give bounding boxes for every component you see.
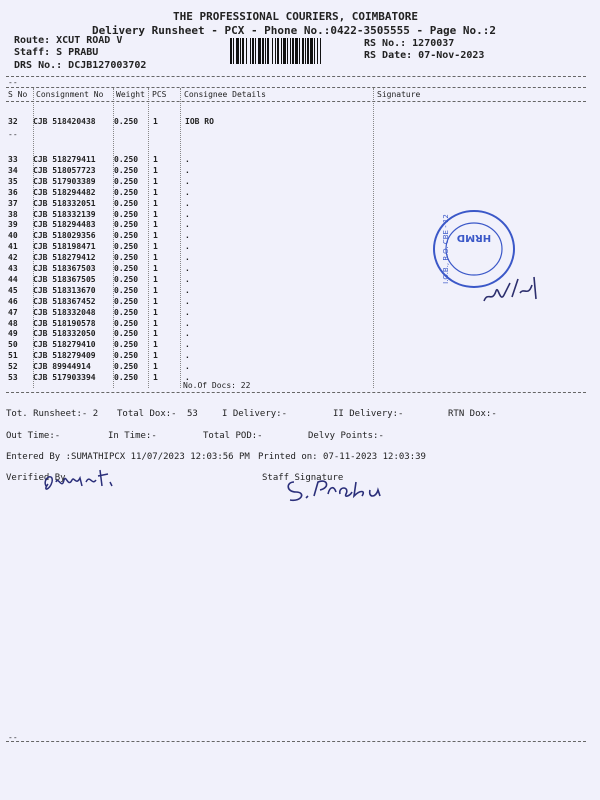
row-sno: 38 — [8, 209, 18, 219]
company-name: THE PROFESSIONAL COURIERS, COIMBATORE — [173, 10, 419, 23]
row-consignment: CJB 518367505 — [33, 274, 96, 284]
row-consignment: CJB 518332050 — [33, 329, 96, 339]
table-row — [0, 177, 600, 187]
row-pcs: 1 — [153, 155, 158, 164]
row-sno: 37 — [8, 198, 18, 208]
rtn-dox: RTN Dox:- — [448, 409, 497, 419]
i-delivery: I Delivery:- — [222, 409, 288, 419]
row-pcs: 1 — [153, 220, 158, 230]
col-header-sno: S No — [8, 90, 28, 99]
row-weight: 0.250 — [114, 329, 139, 339]
row-pcs: 1 — [153, 264, 158, 273]
row-weight: 0.250 — [114, 285, 139, 295]
row-consignment: CJB 518279409 — [33, 351, 96, 361]
row-details: . — [185, 198, 190, 208]
row-pcs: 1 — [153, 117, 158, 126]
table-row — [0, 319, 600, 329]
table-row — [0, 351, 600, 361]
dash-marker: -- — [8, 78, 18, 87]
row-details: . — [185, 318, 190, 328]
row-consignment: CJB 518029356 — [33, 231, 96, 241]
row-consignment: CJB 518294483 — [33, 220, 96, 230]
row-sno: 51 — [8, 351, 18, 361]
row-sno: 47 — [8, 307, 18, 317]
entered-by: Entered By :SUMATHIPCX 11/07/2023 12:03:56 PM — [6, 452, 250, 462]
row-pcs: 1 — [153, 209, 158, 219]
row-pcs: 1 — [153, 318, 158, 328]
barcode — [230, 38, 354, 64]
out-time: Out Time:- — [6, 431, 61, 441]
row-sno: 42 — [8, 253, 18, 263]
row-sno: 45 — [8, 285, 18, 295]
row-pcs: 1 — [153, 187, 158, 197]
row-details: . — [185, 340, 190, 350]
row-weight: 0.250 — [114, 187, 139, 197]
row-pcs: 1 — [153, 340, 158, 350]
printed-on: Printed on: 07-11-2023 12:03:39 — [258, 452, 426, 462]
table-row — [0, 340, 600, 350]
row-consignment: CJB 518279410 — [33, 340, 96, 350]
table-row — [0, 166, 600, 176]
row-sno: 44 — [8, 274, 18, 284]
table-row — [0, 373, 600, 383]
row-pcs: 1 — [153, 329, 158, 339]
table-row — [0, 329, 600, 339]
row-consignment: CJB 518367452 — [33, 296, 96, 306]
row-sno: 32 — [8, 117, 18, 126]
row-sno: 35 — [8, 176, 18, 186]
table-row — [0, 308, 600, 318]
divider — [6, 392, 586, 393]
table-row — [0, 117, 600, 127]
row-weight: 0.250 — [114, 351, 139, 361]
in-time: In Time:- — [108, 431, 157, 441]
row-details: . — [185, 187, 190, 197]
row-pcs: 1 — [153, 307, 158, 317]
row-consignment: CJB 518198471 — [33, 242, 96, 252]
row-details: IOB RO — [185, 117, 214, 126]
row-details: . — [185, 362, 190, 372]
row-weight: 0.250 — [114, 362, 139, 372]
svg-text:HRMD: HRMD — [456, 232, 492, 243]
table-row — [0, 155, 600, 165]
row-weight: 0.250 — [114, 318, 139, 328]
row-pcs: 1 — [153, 362, 158, 372]
row-weight: 0.250 — [114, 176, 139, 186]
row-details: . — [185, 242, 190, 252]
staff-signature-label: Staff Signature — [262, 473, 344, 483]
row-pcs: 1 — [153, 274, 158, 284]
col-header-weight: Weight — [116, 90, 145, 99]
row-consignment: CJB 518279411 — [33, 155, 96, 164]
row-details: . — [185, 155, 190, 164]
row-consignment: CJB 518332048 — [33, 307, 96, 317]
row-details: . — [185, 373, 190, 382]
col-header-consignment: Consignment No — [36, 90, 104, 99]
row-weight: 0.250 — [114, 242, 139, 252]
row-details: . — [185, 285, 190, 295]
row-weight: 0.250 — [114, 307, 139, 317]
row-details: . — [185, 307, 190, 317]
verified-signature — [40, 464, 120, 496]
row-sno: 48 — [8, 318, 18, 328]
staff-signature — [284, 474, 394, 504]
dash-marker: -- — [8, 733, 18, 742]
drs-number: DRS No.: DCJB127003702 — [14, 60, 147, 71]
divider — [6, 76, 586, 77]
ii-delivery: II Delivery:- — [333, 409, 404, 419]
row-details: . — [185, 165, 190, 175]
row-consignment: CJB 518057723 — [33, 165, 96, 175]
total-dox-value: 53 — [187, 409, 198, 419]
row-pcs: 1 — [153, 285, 158, 295]
row-details: . — [185, 274, 190, 284]
svg-text:I.O.B., R.O. CBE - 12: I.O.B., R.O. CBE - 12 — [442, 214, 450, 284]
row-weight: 0.250 — [114, 165, 139, 175]
route-label: Route: XCUT ROAD V — [14, 35, 123, 46]
row-details: . — [185, 329, 190, 339]
row-details: . — [185, 351, 190, 361]
row-sno: 33 — [8, 155, 18, 164]
row-pcs: 1 — [153, 296, 158, 306]
row-sno: 52 — [8, 362, 18, 372]
row-sno: 50 — [8, 340, 18, 350]
rs-date: RS Date: 07-Nov-2023 — [364, 50, 485, 61]
divider — [6, 87, 586, 88]
row-pcs: 1 — [153, 242, 158, 252]
dash-marker: -- — [8, 130, 18, 139]
table-row — [0, 362, 600, 372]
row-weight: 0.250 — [114, 220, 139, 230]
row-weight: 0.250 — [114, 296, 139, 306]
col-header-signature: Signature — [377, 90, 421, 99]
row-weight: 0.250 — [114, 231, 139, 241]
staff-label: Staff: S PRABU — [14, 47, 99, 58]
row-consignment: CJB 517903389 — [33, 176, 96, 186]
row-pcs: 1 — [153, 165, 158, 175]
row-sno: 34 — [8, 165, 18, 175]
verified-by-label: Verified By — [6, 473, 66, 483]
row-consignment: CJB 518279412 — [33, 253, 96, 263]
row-consignment: CJB 518294482 — [33, 187, 96, 197]
row-pcs: 1 — [153, 198, 158, 208]
row-pcs: 1 — [153, 373, 158, 382]
row-details: . — [185, 176, 190, 186]
row-sno: 40 — [8, 231, 18, 241]
divider — [6, 101, 586, 102]
row-sno: 39 — [8, 220, 18, 230]
row-pcs: 1 — [153, 253, 158, 263]
row-consignment: CJB 518420438 — [33, 117, 96, 126]
row-weight: 0.250 — [114, 209, 139, 219]
row-weight: 0.250 — [114, 253, 139, 263]
total-pod: Total POD:- — [203, 431, 263, 441]
row-sno: 53 — [8, 373, 18, 382]
divider — [6, 741, 586, 742]
col-header-consignee: Consignee Details — [184, 90, 266, 99]
handwritten-date — [476, 263, 551, 308]
row-pcs: 1 — [153, 176, 158, 186]
row-weight: 0.250 — [114, 264, 139, 273]
row-consignment: CJB 517903394 — [33, 373, 96, 382]
row-details: . — [185, 220, 190, 230]
row-weight: 0.250 — [114, 340, 139, 350]
row-details: . — [185, 264, 190, 273]
row-consignment: CJB 518332051 — [33, 198, 96, 208]
no-of-docs: No.Of Docs: 22 — [183, 381, 251, 390]
row-pcs: 1 — [153, 231, 158, 241]
row-sno: 41 — [8, 242, 18, 252]
row-weight: 0.250 — [114, 198, 139, 208]
row-consignment: CJB 518332139 — [33, 209, 96, 219]
row-sno: 46 — [8, 296, 18, 306]
rs-number: RS No.: 1270037 — [364, 38, 455, 49]
col-header-pcs: PCS — [152, 90, 167, 99]
total-dox-label: Total Dox:- — [117, 409, 177, 419]
row-consignment: CJB 89944914 — [33, 362, 91, 372]
row-details: . — [185, 231, 190, 241]
row-weight: 0.250 — [114, 155, 139, 164]
row-weight: 0.250 — [114, 373, 139, 382]
row-details: . — [185, 296, 190, 306]
row-consignment: CJB 518367503 — [33, 264, 96, 273]
row-sno: 49 — [8, 329, 18, 339]
row-weight: 0.250 — [114, 117, 139, 126]
row-sno: 36 — [8, 187, 18, 197]
row-consignment: CJB 518313670 — [33, 285, 96, 295]
row-weight: 0.250 — [114, 274, 139, 284]
row-details: . — [185, 209, 190, 219]
tot-runsheet: Tot. Runsheet:- 2 — [6, 409, 99, 419]
row-consignment: CJB 518190578 — [33, 318, 96, 328]
runsheet-title: Delivery Runsheet - PCX - Phone No.:0422-3505555 - Page No.:2 — [92, 24, 496, 37]
row-pcs: 1 — [153, 351, 158, 361]
row-details: . — [185, 253, 190, 263]
row-sno: 43 — [8, 264, 18, 273]
delvy-points: Delvy Points:- — [308, 431, 384, 441]
table-row — [0, 188, 600, 198]
